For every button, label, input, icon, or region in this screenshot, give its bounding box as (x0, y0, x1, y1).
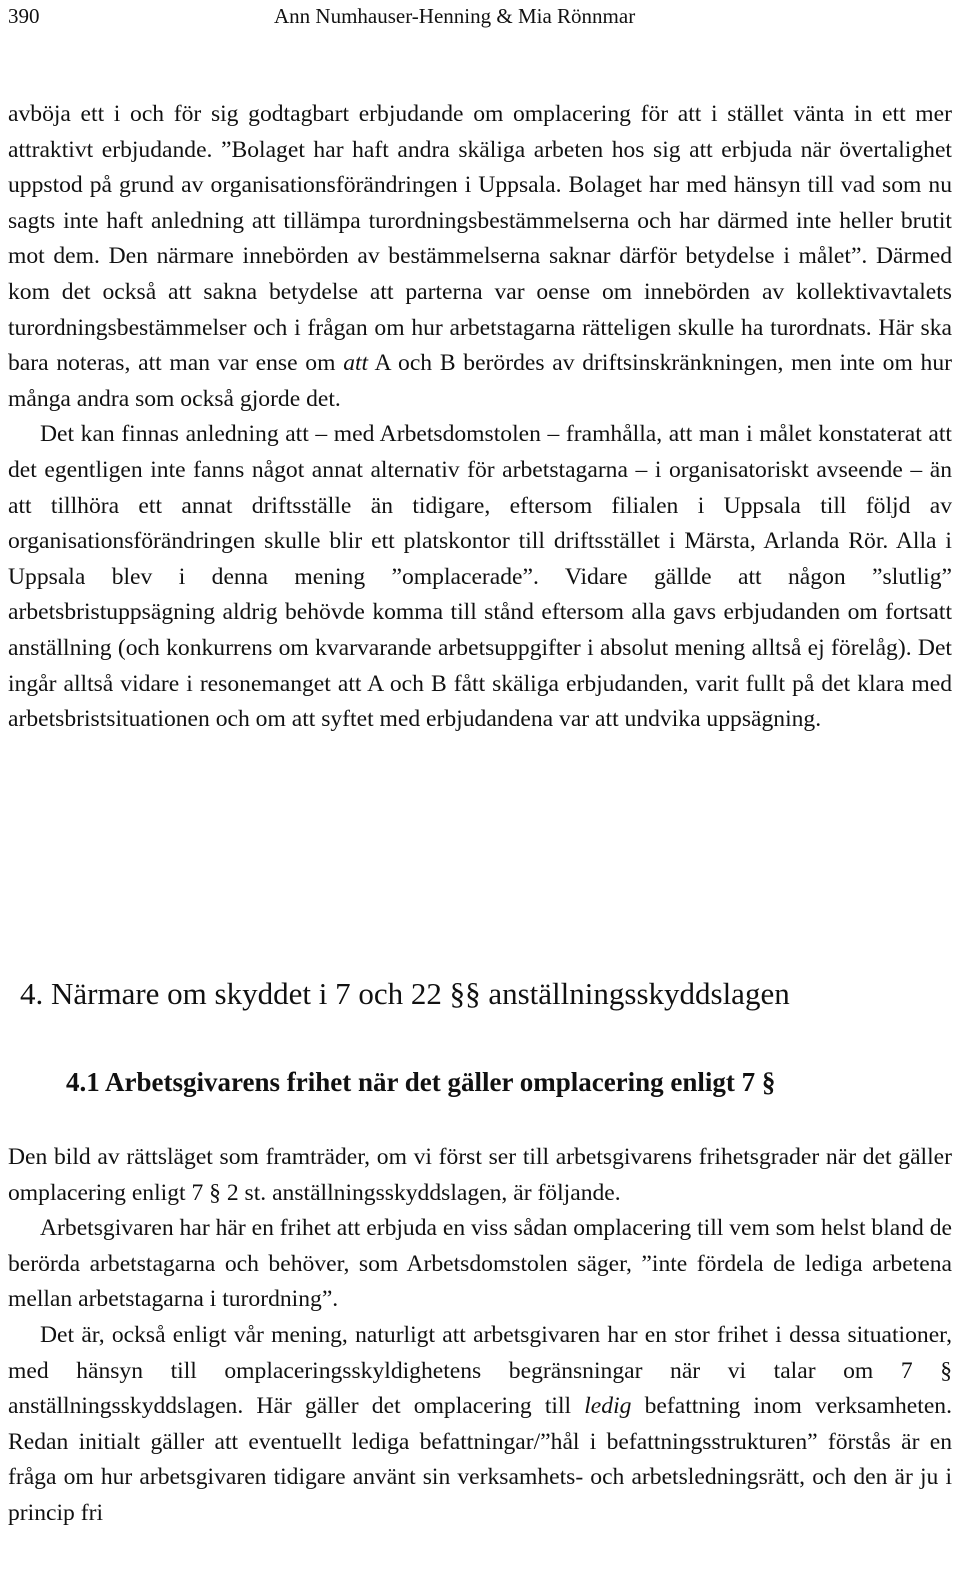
emphasis: ledig (584, 1393, 632, 1420)
section-heading: 4. Närmare om skyddet i 7 och 22 §§ anställningsskyddslagen (20, 976, 790, 1011)
body-text-section-2 (8, 1140, 952, 1532)
emphasis: att (343, 350, 369, 377)
page-number: 390 (8, 4, 40, 28)
body-text-section-1 (8, 97, 952, 738)
running-title: Ann Numhauser-Henning & Mia Rönnmar (274, 4, 636, 28)
paragraph: Det är, också enligt vår mening, naturligt att arbetsgivaren har en stor frihet i dessa situationer, med hänsyn till omplaceringsskyldighetens begränsningar när vi talar om 7 § anställningsskyddslagen. Här gäller det omplacering till ledig befattning inom verksamheten. Redan initialt gäller att eventuellt lediga befattningar/”hål i befattningsstrukturen” förstås är en fråga om hur arbetsgivaren tidigare använt sin verksamhets- och arbetsledningsrätt, och den är ju i princip fri (8, 1321, 952, 1526)
page-header (8, 2, 952, 32)
subsection-heading: 4.1 Arbetsgivarens frihet när det gäller omplacering enligt 7 § (66, 1067, 776, 1097)
paragraph: Det kan finnas anledning att – med Arbetsdomstolen – framhålla, att man i målet konstaterat att det egentligen inte fanns något annat alternativ för arbetstagarna – i organisatoriskt avseende – än att tillhöra ett annat driftsställe än tidigare, eftersom filialen i Uppsala till följd av organisationsförändringen skulle blir ett platskontor till driftsstället i Märsta, Arlanda Rör. Alla i Uppsala blev i denna mening ”omplacerade”. Vidare gällde att någon ”slutlig” arbetsbristuppsägning aldrig behövde komma till stånd eftersom alla gavs erbjudanden om fortsatt anställning (och konkurrens om kvarvarande arbetsuppgifter i absolut mening alltså ej förelåg). Det ingår alltså vidare i resonemanget att A och B fått skäliga erbjudanden, varit fullt på det klara med arbetsbristsituationen och om att syftet med erbjudandena var att undvika uppsägning. (8, 421, 952, 733)
paragraph: Den bild av rättsläget som framträder, om vi först ser till arbetsgivarens frihetsgrader när det gäller omplacering enligt 7 § 2 st. anställningsskyddslagen, är följande. (8, 1144, 952, 1206)
paragraph: avböja ett i och för sig godtagbart erbjudande om omplacering för att i stället vänta in ett mer attraktivt erbjudande. ”Bolaget har haft andra skäliga arbeten hos sig att erbjuda när övertalighet uppstod på grund av organisationsförändringen i Uppsala. Bolaget har med hänsyn till vad som nu sagts inte haft anledning att tillämpa turordningsbestämmelserna och har därmed inte heller brutit mot dem. Den närmare innebörden av bestämmelserna saknar därför betydelse i målet”. Därmed kom det också att sakna betydelse att parterna var oense om innebörden av kollektivavtalets turordningsbestämmelser och i frågan om hur arbetstagarna rätteligen skulle ha turordnats. Här ska bara noteras, att man var ense om att A och B berördes av driftsinskränkningen, men inte om hur många andra som också gjorde det. (8, 101, 952, 412)
paragraph: Arbetsgivaren har här en frihet att erbjuda en viss sådan omplacering till vem som helst bland de berörda arbetstagarna och behöver, som Arbetsdomstolen säger, ”inte fördela de lediga arbetena mellan arbetstagarna i turordning”. (8, 1215, 953, 1313)
